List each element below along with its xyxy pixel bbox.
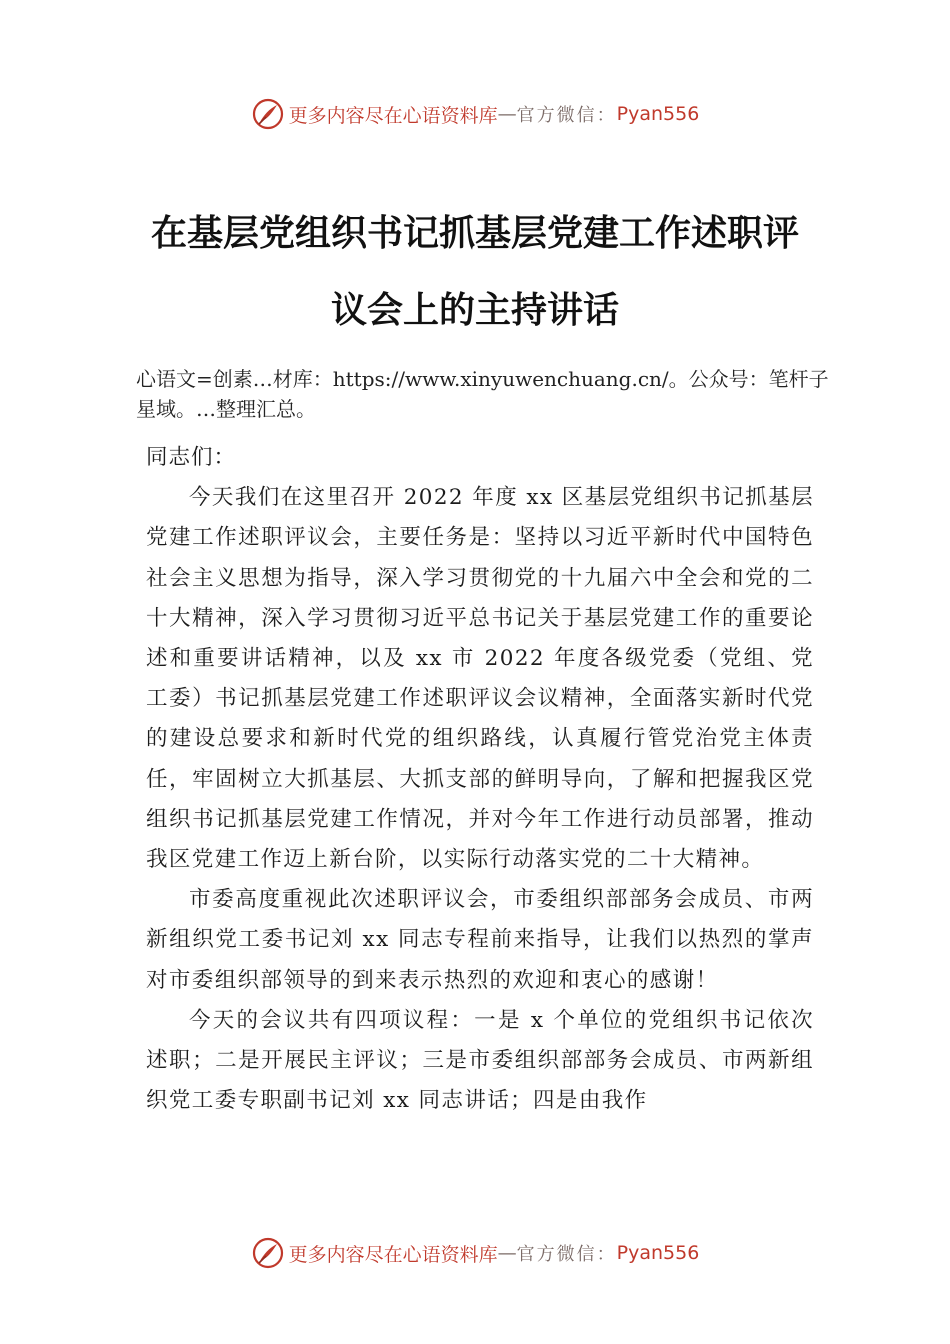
source-line: 心语文=创素…材库：https://www.xinyuwenchuang.cn/。公众号：笔杆子星域。…整理汇总。 <box>136 367 829 421</box>
salutation: 同志们： <box>146 445 237 470</box>
banner-wechat-id: Pyan556 <box>616 1242 700 1264</box>
banner-dash: — <box>497 1242 517 1264</box>
document-title-line-2: 议会上的主持讲话 <box>330 289 619 331</box>
paragraph-1: 今天我们在这里召开 2022 年度 xx 区基层党组织书记抓基层党建工作述职评议会，主要任务是：坚持以习近平新时代中国特色社会主义思想为指导，深入学习贯彻党的十九届六中全会和党的二十大精神，深入学习贯彻习近平总书记关于基层党建工作的重要论述和重要讲话精神，以及 xx 市 2022 年度各级党委（党组、党工委）书记抓基层党建工作述职评议会议精神，全面落实新时代党的建设总要求和新时代党的组织路线，认真履行管党治党主体责任，牢固树立大抓基层、大抓支部的鲜明导向，了解和把握我区党组织书记抓基层党建工作情况，并对今年工作进行动员部署，推动我区党建工作迈上新台阶，以实际行动落实党的二十大精神。 <box>146 485 814 873</box>
banner-wechat-label: 官方微信： <box>516 1244 617 1265</box>
header-watermark-banner <box>0 94 950 134</box>
banner-brand-text: 更多内容尽在心语资料库 <box>288 1243 498 1266</box>
feather-pen-icon <box>251 1236 285 1270</box>
paragraph-3: 今天的会议共有四项议程：一是 x 个单位的党组织书记依次述职；二是开展民主评议；三是市委组织部部务会成员、市两新组织党工委专职副书记刘 xx 同志讲话；四是由我作 <box>146 1007 814 1114</box>
footer-watermark-banner <box>0 1233 950 1273</box>
banner-brand-text: 更多内容尽在心语资料库 <box>288 104 498 127</box>
document-body <box>146 438 814 1121</box>
banner-wechat-label: 官方微信： <box>516 105 617 126</box>
document-title-line-1: 在基层党组织书记抓基层党建工作述职评 <box>150 212 799 254</box>
banner-dash: — <box>497 103 517 125</box>
feather-pen-icon <box>251 97 285 131</box>
paragraph-2: 市委高度重视此次述职评议会，市委组织部部务会成员、市两新组织党工委书记刘 xx 同志专程前来指导，让我们以热烈的掌声对市委组织部领导的到来表示热烈的欢迎和衷心的感谢！ <box>146 887 814 993</box>
banner-wechat-id: Pyan556 <box>616 103 700 125</box>
